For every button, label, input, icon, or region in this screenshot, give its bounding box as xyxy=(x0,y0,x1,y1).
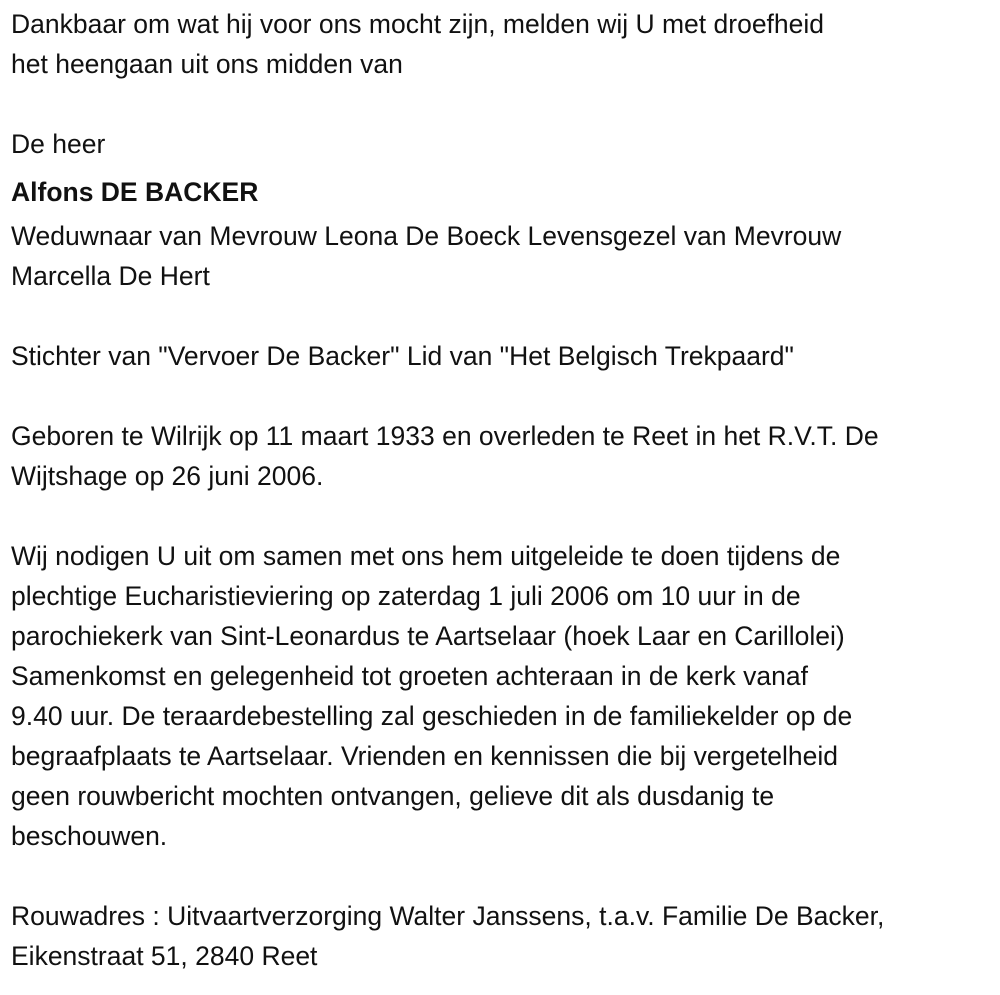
text-line: plechtige Eucharistieviering op zaterdag 1 juli 2006 om 10 uur in de xyxy=(11,581,801,611)
text-line: Geboren te Wilrijk op 11 maart 1933 en overleden te Reet in het R.V.T. De xyxy=(11,421,879,451)
text-line: Marcella De Hert xyxy=(11,261,210,291)
birth-death-paragraph xyxy=(11,416,1000,496)
intro-paragraph xyxy=(11,4,1000,84)
text-line: begraafplaats te Aartselaar. Vrienden en kennissen die bij vergetelheid xyxy=(11,741,838,771)
salutation: De heer xyxy=(11,129,106,159)
deceased-name: Alfons DE BACKER xyxy=(11,177,259,207)
text-line: Wijtshage op 26 juni 2006. xyxy=(11,461,324,491)
text-line: Weduwnaar van Mevrouw Leona De Boeck Levensgezel van Mevrouw xyxy=(11,221,842,251)
text-line: 9.40 uur. De teraardebestelling zal geschieden in de familiekelder op de xyxy=(11,701,853,731)
address-paragraph xyxy=(11,896,1000,976)
text-line: het heengaan uit ons midden van xyxy=(11,49,403,79)
text-line: beschouwen. xyxy=(11,821,168,851)
invitation-paragraph xyxy=(11,536,1000,856)
text-line: geen rouwbericht mochten ontvangen, gelieve dit als dusdanig te xyxy=(11,781,775,811)
text-line: Stichter van "Vervoer De Backer" Lid van "Het Belgisch Trekpaard" xyxy=(11,341,794,371)
founder-paragraph xyxy=(11,336,1000,376)
text-line: Wij nodigen U uit om samen met ons hem uitgeleide te doen tijdens de xyxy=(11,541,841,571)
text-line: Rouwadres : Uitvaartverzorging Walter Janssens, t.a.v. Familie De Backer, xyxy=(11,901,885,931)
text-line: parochiekerk van Sint-Leonardus te Aartselaar (hoek Laar en Carillolei) xyxy=(11,621,845,651)
text-line: Samenkomst en gelegenheid tot groeten achteraan in de kerk vanaf xyxy=(11,661,808,691)
text-line: Eikenstraat 51, 2840 Reet xyxy=(11,941,318,971)
relations-paragraph xyxy=(11,216,1000,296)
text-line: Dankbaar om wat hij voor ons mocht zijn, melden wij U met droefheid xyxy=(11,9,825,39)
